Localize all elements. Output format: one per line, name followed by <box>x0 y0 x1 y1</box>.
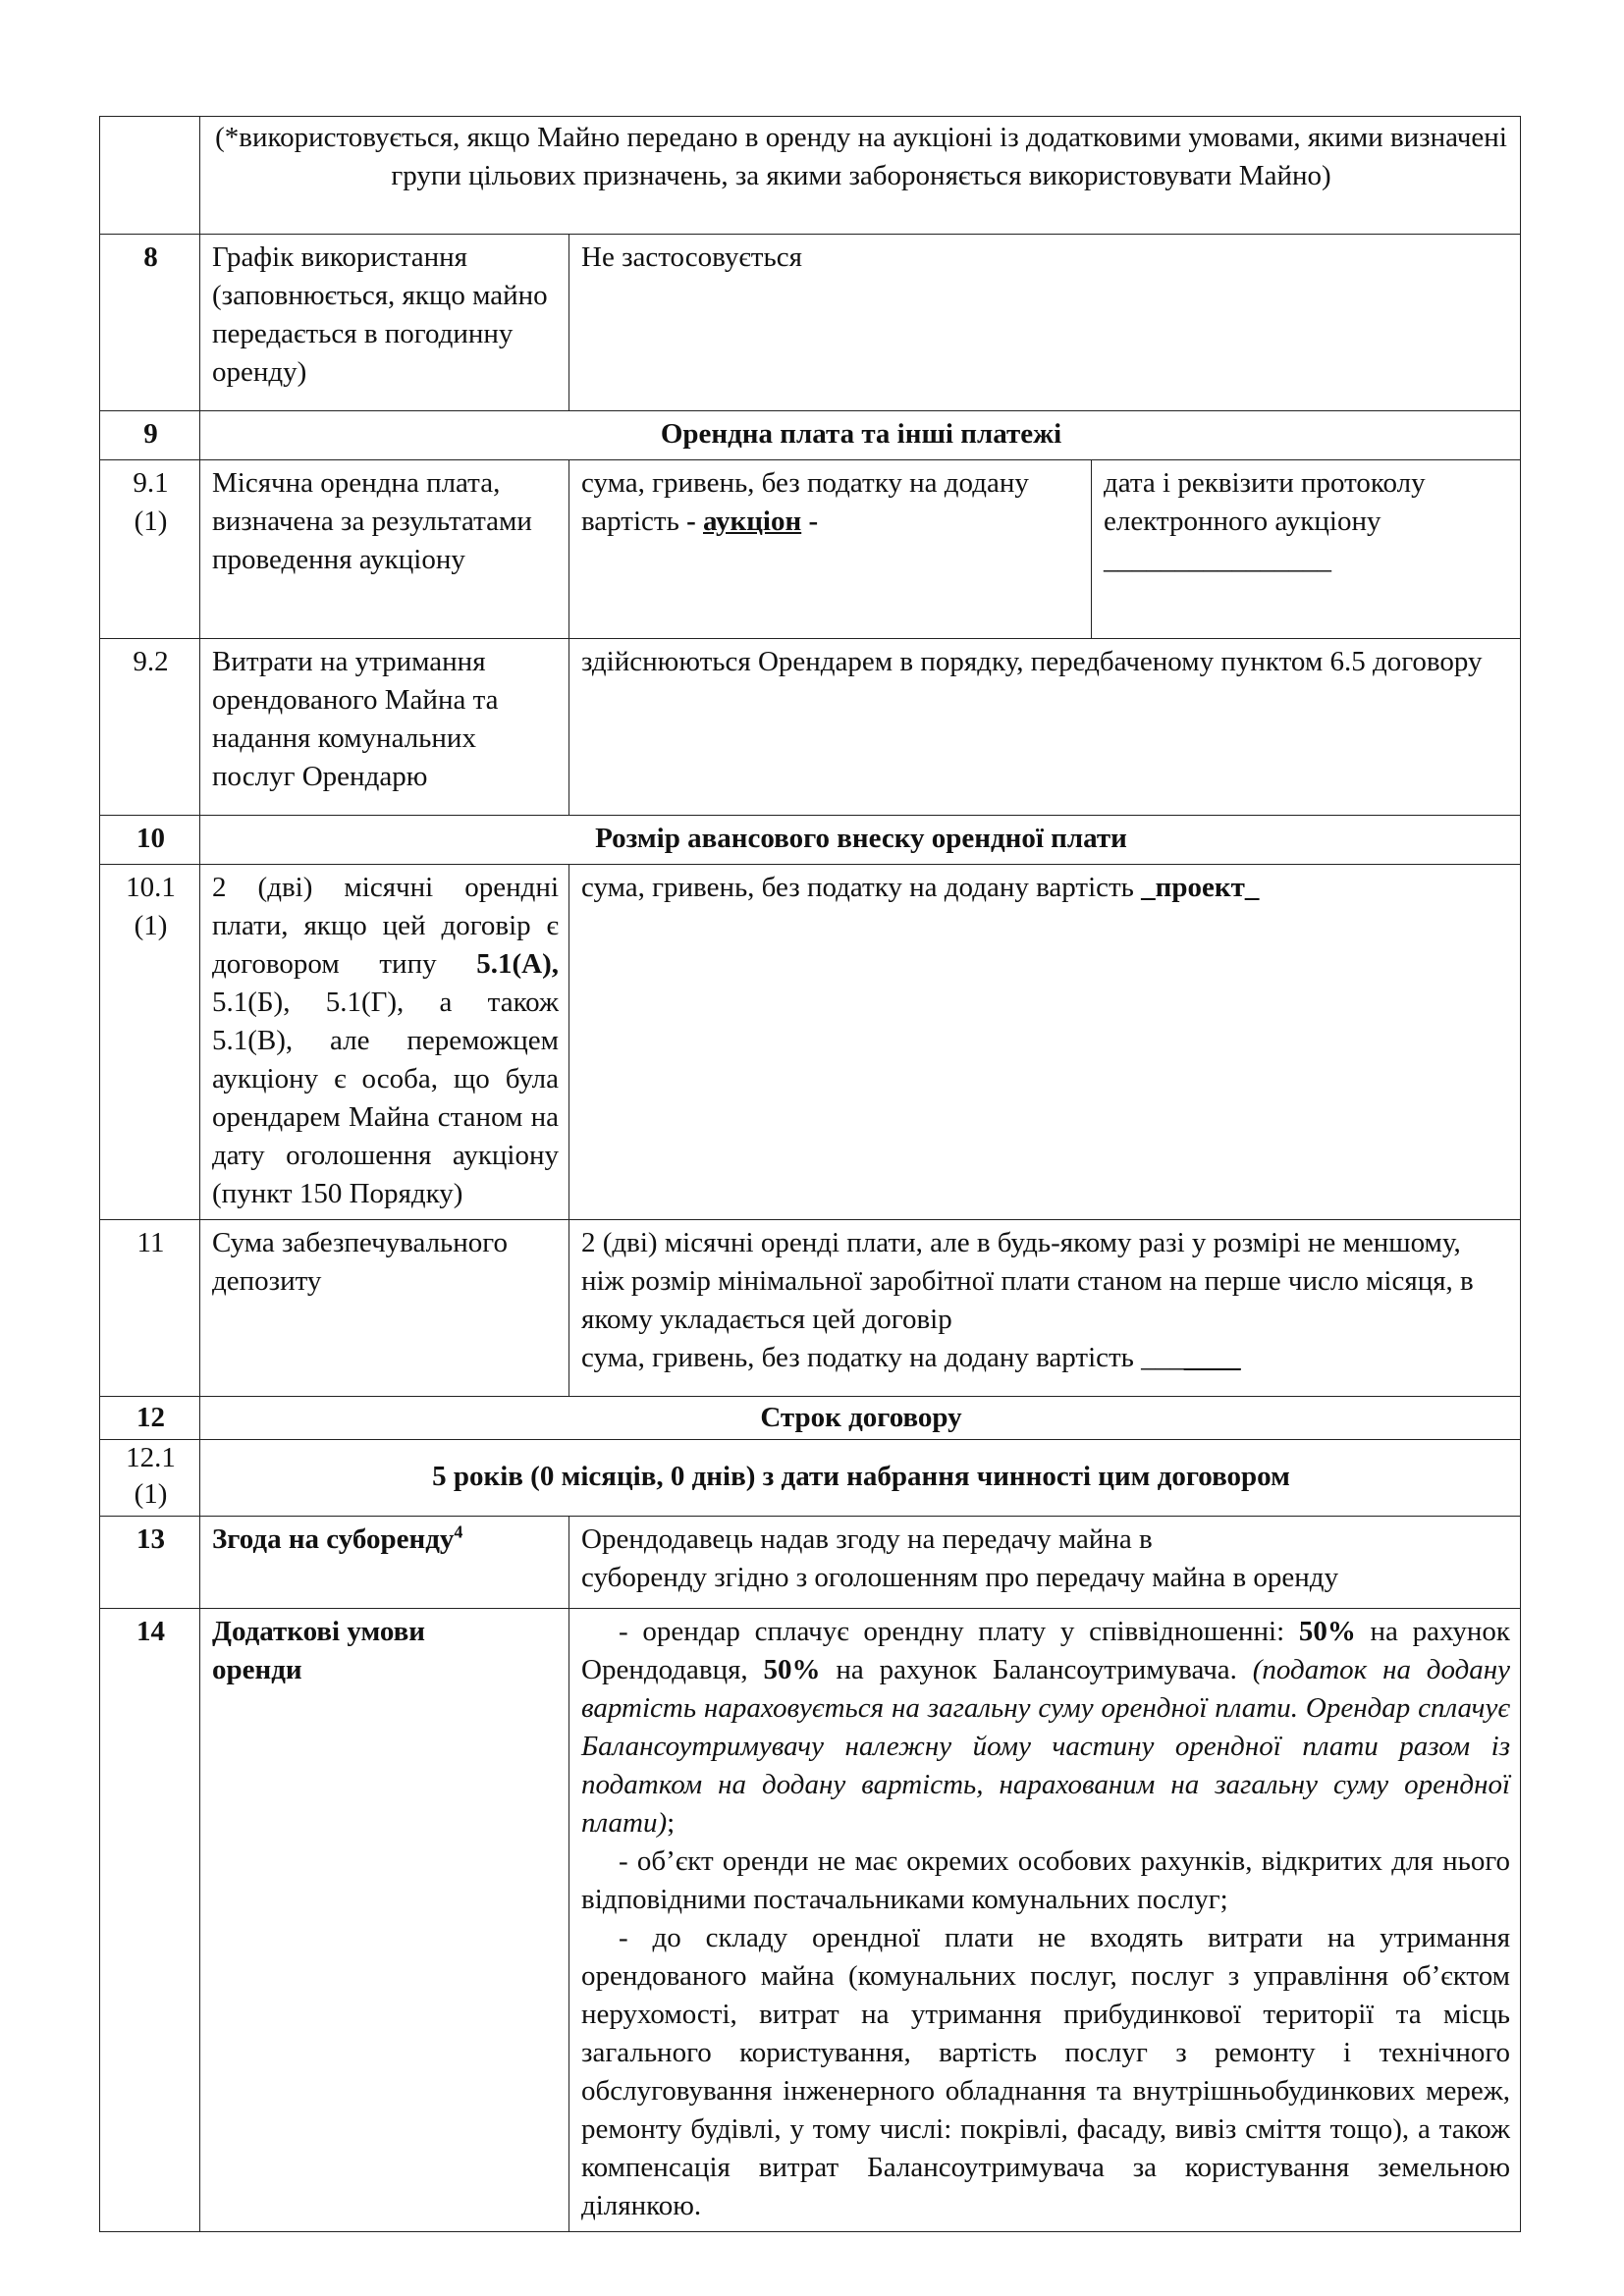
row-label: Витрати на утримання орендованого Майна та надання комунальних послуг Орендарю <box>200 639 569 816</box>
row-label <box>200 865 569 1220</box>
sublease-line: Орендодавець надав згоду на передачу майна в <box>581 1523 1153 1555</box>
row-number-main: 12.1 <box>126 1442 176 1473</box>
row-number: 8 <box>100 235 200 411</box>
terms-share: 50% <box>763 1654 821 1685</box>
row-number-main: 10.1 <box>126 872 176 903</box>
footnote-mark: 4 <box>454 1522 463 1542</box>
row-label <box>200 1517 569 1609</box>
terms-paragraph: - до складу орендної плати не входять витрати на утримання орендованого майна (комунальних послуг, послуг з управління об’єктом нерухомості, витрат на утримання прибудинкової території та місць загального користування, вартість послуг з ремонту і технічного обслуговування інженерного обладнання та внутрішньобудинкових мереж, ремонту будівлі, у тому числі: покрівлі, фасаду, вивіз сміття тощо), а також компенсація витрат Балансоутримувача за користування земельною ділянкою. <box>581 1922 1511 2221</box>
table-row-intro <box>100 117 1521 235</box>
row-label: Графік використання (заповнюється, якщо майно передається в погодинну оренду) <box>200 235 569 411</box>
terms-text: ; <box>667 1807 676 1839</box>
protocol-text: дата і реквізити протоколу електронного аукціону <box>1104 467 1426 537</box>
terms-share: 50% <box>1298 1616 1356 1647</box>
table-row-9-2 <box>100 639 1521 816</box>
row-number: 14 <box>100 1609 200 2232</box>
table-row-11 <box>100 1220 1521 1397</box>
row-value: Не застосовується <box>569 235 1521 411</box>
advance-sum-text: сума, гривень, без податку на додану вартість <box>581 872 1142 903</box>
row-number: 11 <box>100 1220 200 1397</box>
table-row-12-1 <box>100 1440 1521 1517</box>
section-heading: Розмір авансового внеску орендної плати <box>200 816 1521 865</box>
sublease-label: Згода на суборенду <box>212 1523 455 1555</box>
row-value <box>569 1517 1521 1609</box>
intro-note: (*використовується, якщо Майно передано в оренду на аукціоні із додатковими умовами, якими визначені групи цільових призначень, за якими забороняється використовувати Майно) <box>200 117 1521 235</box>
rent-sum-dash: - <box>686 506 703 537</box>
row-number-sub: (1) <box>134 506 168 537</box>
protocol-cell <box>1092 460 1521 639</box>
rent-sum-value: аукціон <box>702 506 802 537</box>
rent-sum-cell <box>569 460 1092 639</box>
table-row-13 <box>100 1517 1521 1609</box>
section-heading: Орендна плата та інші платежі <box>200 411 1521 460</box>
terms-paragraph <box>581 1613 1510 1842</box>
row-number: 9 <box>100 411 200 460</box>
row-number <box>100 460 200 639</box>
term-value: 5 років (0 місяців, 0 днів) з дати набрання чинності цим договором <box>200 1440 1521 1517</box>
table-row-14 <box>100 1609 1521 2232</box>
row-number: 10 <box>100 816 200 865</box>
row-value: здійснюються Орендарем в порядку, передбаченому пунктом 6.5 договору <box>569 639 1521 816</box>
section-heading: Строк договору <box>200 1397 1521 1440</box>
table-row-12 <box>100 1397 1521 1440</box>
table-row-10-1 <box>100 865 1521 1220</box>
advance-sum-value: _проект_ <box>1141 872 1260 903</box>
rent-sum-dash: - <box>801 506 819 537</box>
deposit-sum-blank: ____ <box>1183 1342 1241 1373</box>
rent-sum-text: сума, гривень, без податку на додану вартість <box>581 467 1029 537</box>
terms-text: на рахунок Орендодавця, <box>581 1616 1511 1685</box>
row-label: Додаткові умови оренди <box>200 1609 569 2232</box>
table-row-10 <box>100 816 1521 865</box>
row-number: 13 <box>100 1517 200 1609</box>
advance-label-text: 2 (дві) місячні орендні плати, якщо цей договір є договором типу <box>212 872 559 980</box>
row-number-sub: (1) <box>134 1478 168 1510</box>
table-row-9 <box>100 411 1521 460</box>
row-label: Місячна орендна плата, визначена за результатами проведення аукціону <box>200 460 569 639</box>
advance-label-text: 5.1(Б), 5.1(Г), а також 5.1(В), але переможцем аукціону є особа, що була орендарем Майна станом на дату оголошення аукціону (пункт 150 Порядку) <box>212 987 559 1209</box>
row-value <box>569 1220 1521 1397</box>
deposit-sum-text: сума, гривень, без податку на додану вартість ___ <box>581 1342 1184 1373</box>
deposit-text: 2 (дві) місячні оренді плати, але в будь-якому разі у розмірі не меншому, ніж розмір мінімальної заробітної плати станом на перше число місяця, в якому укладається цей договір <box>581 1227 1474 1335</box>
row-label: Сума забезпечувального депозиту <box>200 1220 569 1397</box>
row-number <box>100 865 200 1220</box>
terms-text: - орендар сплачує орендну плату у співвідношенні: <box>619 1616 1299 1647</box>
advance-label-type: 5.1(А), <box>476 948 559 980</box>
row-number-sub: (1) <box>134 910 168 941</box>
row-number-cell <box>100 117 200 235</box>
terms-vat-note: (податок на додану вартість нараховується на загальну суму орендної плати. Орендар сплачує Балансоутримувачу належну йому частину орендної плати разом із податком на додану вартість, нарахованим на загальну суму орендної плати) <box>581 1654 1511 1839</box>
sublease-line: суборенду згідно з оголошенням про передачу майна в оренду <box>581 1562 1339 1593</box>
table-row-8 <box>100 235 1521 411</box>
deposit-sum <box>581 1339 1510 1377</box>
row-number: 12 <box>100 1397 200 1440</box>
table-row-9-1 <box>100 460 1521 639</box>
protocol-blank: ________________ <box>1104 544 1331 575</box>
terms-paragraph: - об’єкт оренди не має окремих особових рахунків, відкритих для нього відповідними постачальниками комунальних послуг; <box>581 1845 1511 1915</box>
row-value <box>569 865 1521 1220</box>
additional-terms <box>569 1609 1521 2232</box>
terms-text: на рахунок Балансоутримувача. <box>820 1654 1253 1685</box>
row-number-main: 9.1 <box>133 467 169 499</box>
row-number <box>100 1440 200 1517</box>
lease-terms-table <box>99 116 1521 2232</box>
row-number: 9.2 <box>100 639 200 816</box>
